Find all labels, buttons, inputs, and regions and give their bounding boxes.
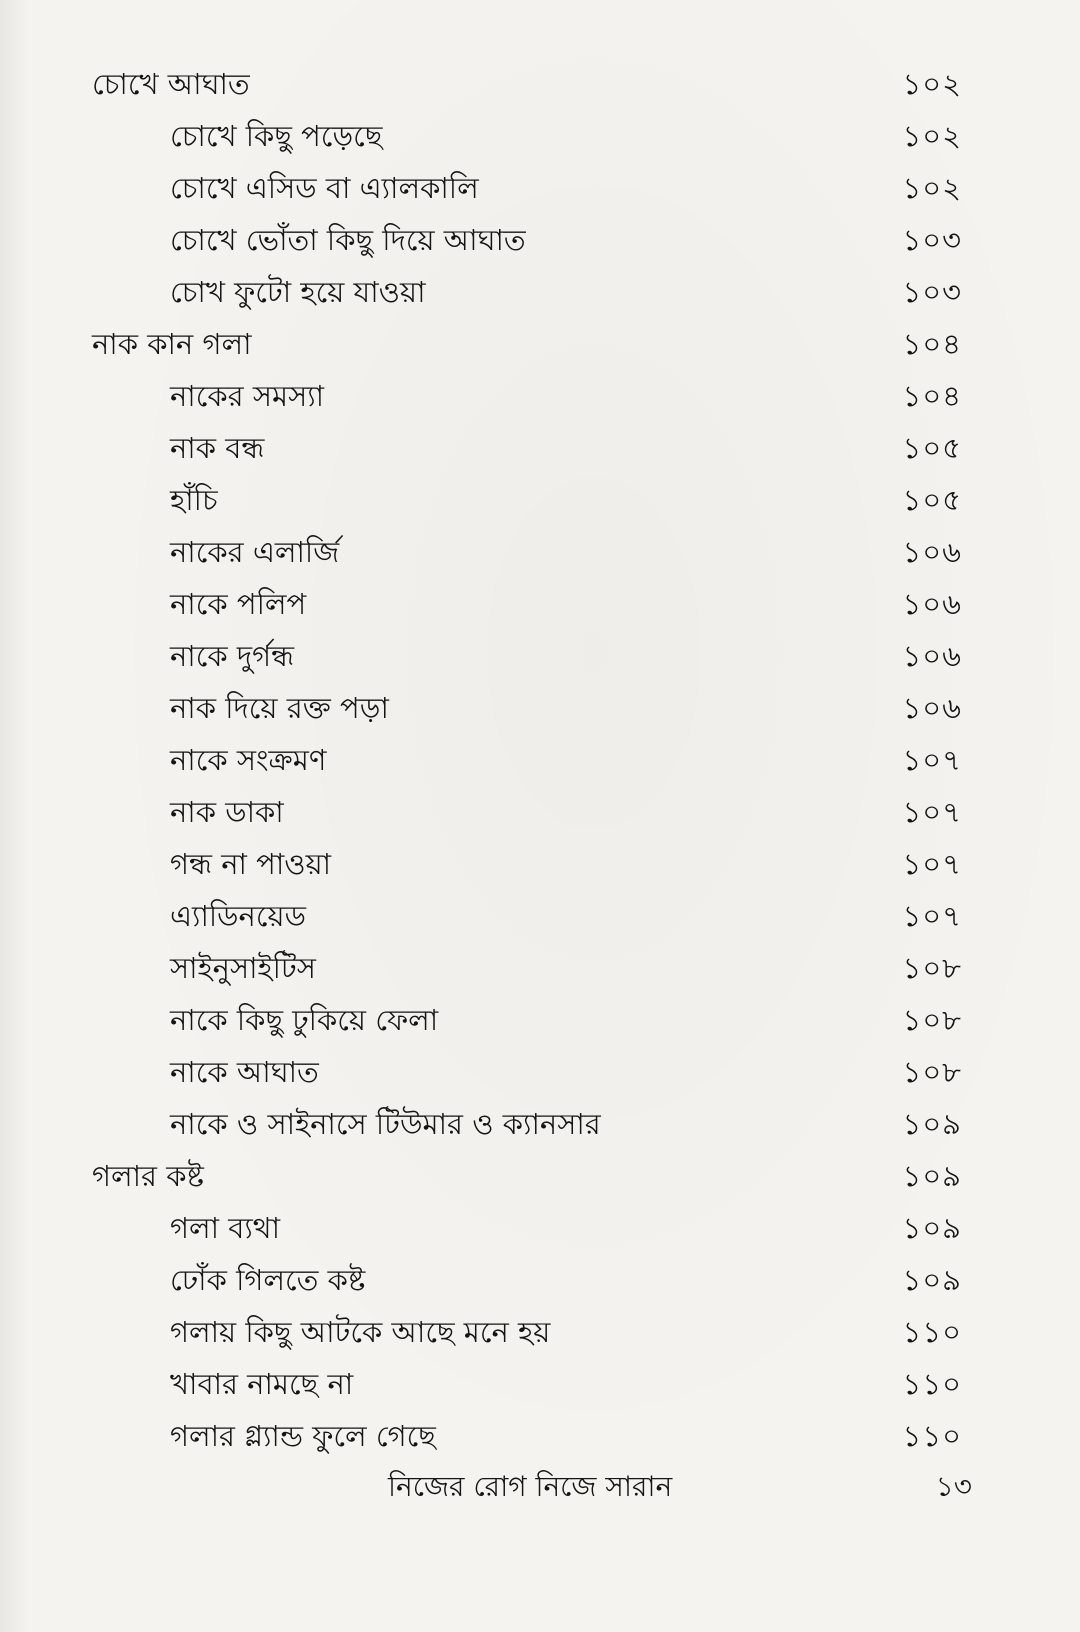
toc-page-number: ১০৮ <box>902 1055 962 1089</box>
toc-entry-title: নাকে সংক্রমণ <box>170 743 327 777</box>
toc-page-number: ১০৮ <box>902 1003 962 1037</box>
toc-entry-row <box>0 110 1080 162</box>
toc-page-number: ১০৪ <box>902 327 962 361</box>
toc-page-number: ১০৭ <box>902 847 962 881</box>
toc-entry-title: হাঁচি <box>170 483 218 517</box>
toc-page-number: ১০৩ <box>902 223 962 257</box>
toc-section-row <box>0 318 1080 370</box>
toc-entry-row <box>0 370 1080 422</box>
toc-entry-row <box>0 1046 1080 1098</box>
toc-entry-title: নাকের এলার্জি <box>170 535 340 569</box>
toc-entry-title: খাবার নামছে না <box>170 1367 354 1401</box>
toc-entry-title: গন্ধ না পাওয়া <box>170 847 332 881</box>
toc-page-number: ১০৭ <box>902 899 962 933</box>
toc-page-number: ১০২ <box>902 67 962 101</box>
toc-entry-row <box>0 266 1080 318</box>
toc-entry-row <box>0 838 1080 890</box>
toc-page-number: ১০৩ <box>902 275 962 309</box>
toc-entry-title: নাকের সমস্যা <box>170 379 325 413</box>
toc-entry-title: চোখে এসিড বা এ্যালকালি <box>170 171 479 205</box>
toc-page-number: ১০২ <box>902 119 962 153</box>
toc-page-number: ১০৬ <box>902 587 962 621</box>
toc-section-row <box>0 1150 1080 1202</box>
toc-entry-title: ঢোঁক গিলতে কষ্ট <box>170 1263 366 1297</box>
page-footer <box>0 1462 1080 1512</box>
toc-entry-row <box>0 162 1080 214</box>
toc-page-number: ১০২ <box>902 171 962 205</box>
toc-page-number: ১০৬ <box>902 691 962 725</box>
toc-entry-row <box>0 1410 1080 1462</box>
toc-entry-row <box>0 994 1080 1046</box>
toc-entry-row <box>0 734 1080 786</box>
toc-entry-title: নাকে আঘাত <box>170 1055 319 1089</box>
toc-entry-title: চোখে কিছু পড়েছে <box>170 119 383 153</box>
toc-page-number: ১০৫ <box>902 483 962 517</box>
toc-entry-row <box>0 526 1080 578</box>
toc-entry-row <box>0 214 1080 266</box>
toc-section-title: গলার কষ্ট <box>92 1159 204 1193</box>
toc-page-number: ১০৮ <box>902 951 962 985</box>
toc-entry-title: নাক ডাকা <box>170 795 284 829</box>
toc-page-number: ১০৪ <box>902 379 962 413</box>
toc-entry-title: গলায় কিছু আটকে আছে মনে হয় <box>170 1315 551 1349</box>
toc-entry-title: নাক বন্ধ <box>170 431 265 465</box>
toc-page-number: ১০৭ <box>902 743 962 777</box>
toc-page-number: ১০৭ <box>902 795 962 829</box>
toc-entry-row <box>0 1202 1080 1254</box>
toc-section-row <box>0 58 1080 110</box>
toc-entry-title: নাকে দুর্গন্ধ <box>170 639 295 673</box>
toc-entry-row <box>0 1306 1080 1358</box>
toc-entry-row <box>0 630 1080 682</box>
toc-page-number: ১০৫ <box>902 431 962 465</box>
toc-entry-title: এ্যাডিনয়েড <box>170 899 306 933</box>
toc-entry-row <box>0 942 1080 994</box>
toc-section-title: নাক কান গলা <box>92 327 252 361</box>
toc-page-number: ১০৯ <box>902 1263 962 1297</box>
toc-entry-row <box>0 1358 1080 1410</box>
footer-page-number: ১৩ <box>935 1470 972 1503</box>
toc-entry-title: নাকে কিছু ঢুকিয়ে ফেলা <box>170 1003 439 1037</box>
toc-entry-title: চোখ ফুটো হয়ে যাওয়া <box>170 275 426 309</box>
toc-entry-row <box>0 578 1080 630</box>
toc-entry-row <box>0 1254 1080 1306</box>
toc-page-number: ১১০ <box>902 1367 962 1401</box>
toc-page-number: ১০৬ <box>902 639 962 673</box>
toc-entry-row <box>0 682 1080 734</box>
toc-entry-title: গলা ব্যথা <box>170 1211 280 1245</box>
toc-section-title: চোখে আঘাত <box>92 67 250 101</box>
toc-entry-row <box>0 890 1080 942</box>
toc-page-number: ১০৯ <box>902 1159 962 1193</box>
toc-page-number: ১০৯ <box>902 1107 962 1141</box>
toc-entry-title: নাক দিয়ে রক্ত পড়া <box>170 691 389 725</box>
toc-page-number: ১১০ <box>902 1419 962 1453</box>
toc-entry-title: সাইনুসাইটিস <box>170 951 316 985</box>
toc-entry-title: নাকে পলিপ <box>170 587 307 621</box>
toc-page-number: ১১০ <box>902 1315 962 1349</box>
toc-entry-row <box>0 474 1080 526</box>
toc-entry-row <box>0 1098 1080 1150</box>
toc-entry-row <box>0 422 1080 474</box>
toc-entry-title: গলার গ্ল্যান্ড ফুলে গেছে <box>170 1419 436 1453</box>
footer-book-title: নিজের রোগ নিজে সারান <box>388 1470 673 1503</box>
toc-page-number: ১০৯ <box>902 1211 962 1245</box>
toc-entry-title: চোখে ভোঁতা কিছু দিয়ে আঘাত <box>170 223 526 257</box>
toc-page-number: ১০৬ <box>902 535 962 569</box>
toc-entry-row <box>0 786 1080 838</box>
table-of-contents <box>0 58 1080 1462</box>
toc-entry-title: নাকে ও সাইনাসে টিউমার ও ক্যানসার <box>170 1107 601 1141</box>
